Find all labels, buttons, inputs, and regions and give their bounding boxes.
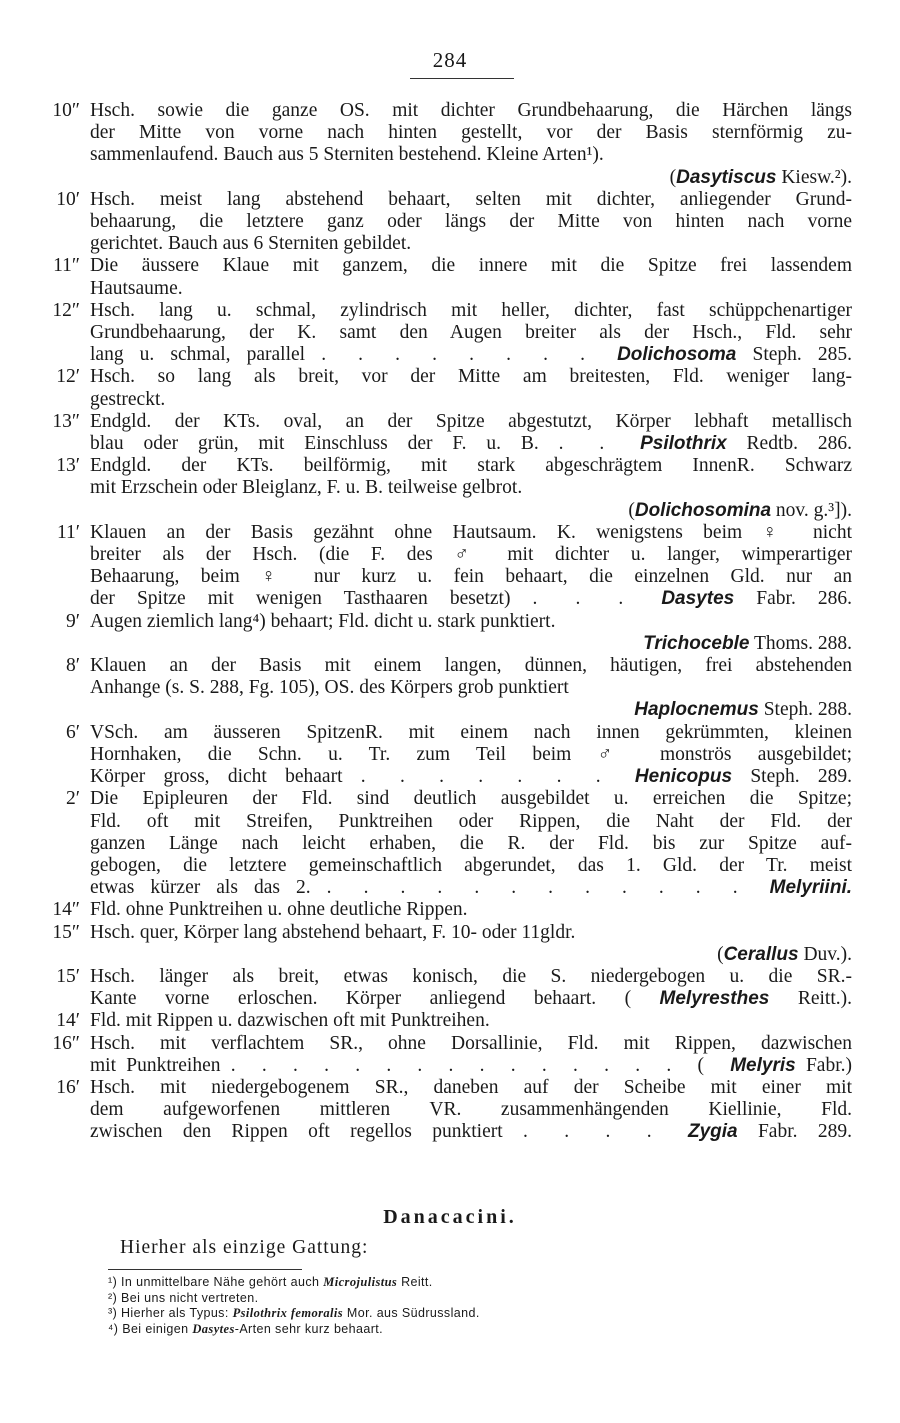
entry-text xyxy=(90,722,852,789)
couplet-marker: 12″ xyxy=(52,299,80,321)
key-entry xyxy=(0,966,900,1010)
key-entry xyxy=(0,300,900,367)
taxon-author: nov. g.³]). xyxy=(771,499,852,521)
line-text: Körper gross, dicht behaart xyxy=(90,766,361,788)
taxon-author: Fabr. 289. xyxy=(737,1121,852,1143)
entry-text xyxy=(90,411,852,455)
result-line xyxy=(90,944,852,966)
key-entry xyxy=(0,522,900,611)
line-text: lang u. schmal, parallel xyxy=(90,344,322,366)
text-line: gerichtet. Bauch aus 6 Sterniten gebildet. xyxy=(90,233,412,255)
leader-line xyxy=(90,877,852,899)
taxon-name: Dolichosoma xyxy=(617,344,737,366)
taxon-group xyxy=(730,1055,852,1076)
taxon-name: Melyresthes xyxy=(659,988,770,1010)
footnote-italic: Psilothrix femoralis xyxy=(232,1306,344,1320)
footnote-text: Bei uns nicht vertreten. xyxy=(121,1290,259,1305)
taxon-name: Dasytiscus xyxy=(676,166,777,188)
footnote-mark: ¹) xyxy=(108,1275,121,1289)
footnote-mark: ³) xyxy=(108,1306,121,1320)
text-line: Fld. mit Rippen u. dazwischen oft mit Punktreihen. xyxy=(90,1010,490,1032)
couplet-marker: 16′ xyxy=(56,1076,80,1098)
text-line: breiter als der Hsch. (die F. des ♂ mit dichter u. langer, wimperartiger xyxy=(90,544,852,566)
key-entry xyxy=(0,722,900,789)
text-line: Die äussere Klaue mit ganzem, die innere mit die Spitze frei lassendem xyxy=(90,255,852,277)
text-line: gebogen, die letztere gemeinschaftlich abgerundet, das 1. Gld. der Tr. meist xyxy=(90,854,852,876)
couplet-marker: 14″ xyxy=(52,899,80,921)
text-line: Behaarung, beim ♀ nur kurz u. fein behaart, die einzelnen Gld. nur an xyxy=(90,566,852,588)
section-heading: Danacacini. xyxy=(383,1206,517,1228)
taxon-name: Psilothrix xyxy=(640,433,727,455)
entry-text xyxy=(90,788,852,899)
key-entry xyxy=(0,788,900,899)
text-line: Hsch. quer, Körper lang abstehend behaart, F. 10- oder 11gldr. xyxy=(90,921,576,943)
text-line: Hautsaume. xyxy=(90,277,183,299)
entry-text xyxy=(90,455,852,522)
text-line: Hsch. länger als breit, etwas konisch, die S. niedergebogen u. die SR.- xyxy=(90,965,852,987)
taxon-name: Trichoceble xyxy=(643,632,750,654)
couplet-marker: 14′ xyxy=(56,1010,80,1032)
taxon-name: Haplocnemus xyxy=(634,699,759,721)
paren: ( xyxy=(628,499,635,521)
key-entry xyxy=(0,100,900,189)
dot-leader: . . xyxy=(558,433,641,455)
footnotes xyxy=(108,1275,480,1337)
key-entry xyxy=(0,922,900,966)
taxon-name: Melyris xyxy=(730,1054,796,1076)
entry-text xyxy=(90,522,852,611)
text-line: Klauen an der Basis mit einem langen, dünnen, häutigen, frei abstehenden xyxy=(90,655,852,677)
taxon-name: Melyriini. xyxy=(769,877,852,899)
footnote xyxy=(108,1291,480,1307)
couplet-marker: 12′ xyxy=(56,366,80,388)
text-line: Grundbehaarung, der K. samt den Augen breiter als der Hsch., Fld. sehr xyxy=(90,322,852,344)
footnote-text: Hierher als Typus: xyxy=(121,1306,233,1320)
entry-text xyxy=(90,100,852,189)
key-entry xyxy=(0,899,900,921)
entry-text xyxy=(90,366,852,410)
result-line xyxy=(90,633,852,655)
text-line: sammenlaufend. Bauch aus 5 Sterniten bestehend. Kleine Arten¹). xyxy=(90,144,604,166)
dot-leader: . . . . . . . . xyxy=(321,344,618,366)
couplet-marker: 15′ xyxy=(56,965,80,987)
text-line: Hsch. lang u. schmal, zylindrisch mit heller, dichter, fast schüppchenartiger xyxy=(90,299,852,321)
taxon-group xyxy=(617,344,852,365)
couplet-marker: 11′ xyxy=(56,521,80,543)
dot-leader: . . . . . . . . . . . . xyxy=(326,877,770,899)
key-entry xyxy=(0,1010,900,1032)
entry-text xyxy=(90,922,852,966)
dot-leader: . . . . xyxy=(523,1121,688,1143)
key-entry xyxy=(0,1077,900,1144)
entry-text xyxy=(90,655,852,722)
text-line: Hsch. mit niedergebogenem SR., daneben auf der Scheibe mit einer mit xyxy=(90,1076,852,1098)
text-line: Anhange (s. S. 288, Fg. 105), OS. des Körpers grob punktiert xyxy=(90,677,569,699)
text-line: Hornhaken, die Schn. u. Tr. zum Teil beim ♂ monströs ausgebildet; xyxy=(90,743,852,765)
text-line: Die Epipleuren der Fld. sind deutlich ausgebildet u. erreichen die Spitze; xyxy=(90,788,852,810)
couplet-marker: 15″ xyxy=(52,921,80,943)
taxon-group xyxy=(635,766,852,787)
taxon-author: Fabr.) xyxy=(795,1054,852,1076)
taxon-name: Dasytes xyxy=(661,588,735,610)
key-entry xyxy=(0,455,900,522)
couplet-marker: 11″ xyxy=(53,255,80,277)
taxon-group xyxy=(660,988,852,1009)
text-line: Fld. oft mit Streifen, Punktreihen oder Rippen, die Naht der Fld. der xyxy=(90,810,852,832)
taxon-author: Fabr. 286. xyxy=(734,588,853,610)
text-line: mit Erzschein oder Bleiglanz, F. u. B. teilweise gelbrot. xyxy=(90,477,523,499)
taxon-group xyxy=(770,877,852,898)
footnote xyxy=(108,1322,480,1338)
taxon-author: Steph. 285. xyxy=(736,344,853,366)
taxon-name: Dolichosomina xyxy=(634,499,772,521)
text-line: Endgld. der KTs. beilförmig, mit stark abgeschrägtem InnenR. Schwarz xyxy=(90,455,852,477)
dot-leader: . . . xyxy=(532,588,662,610)
footnote-rule xyxy=(108,1269,302,1270)
text-line: dem aufgeworfenen mittleren VR. zusammenhängenden Kiellinie, Fld. xyxy=(90,1099,852,1121)
couplet-marker: 13″ xyxy=(52,410,80,432)
text-line: Augen ziemlich lang⁴) behaart; Fld. dicht u. stark punktiert. xyxy=(90,610,556,632)
taxon-group xyxy=(661,588,852,609)
taxon-group xyxy=(640,433,852,454)
footnote xyxy=(108,1306,480,1322)
text-line: Hsch. so lang als breit, vor der Mitte am breitesten, Fld. weniger lang- xyxy=(90,366,852,388)
key-entry xyxy=(0,1033,900,1077)
text-line: Endgld. der KTs. oval, an der Spitze abgestutzt, Körper lebhaft metallisch xyxy=(90,410,852,432)
entry-text xyxy=(90,189,852,256)
text-line: der Mitte von vorne nach hinten gestellt, vor der Basis sternförmig zu- xyxy=(90,122,852,144)
key-entry xyxy=(0,189,900,256)
text-line: Klauen an der Basis gezähnt ohne Hautsaum. K. wenigstens beim ♀ nicht xyxy=(90,521,852,543)
text-line: VSch. am äusseren SpitzenR. mit einem nach innen gekrümmten, kleinen xyxy=(90,721,852,743)
result-line xyxy=(90,500,852,522)
entry-text xyxy=(90,899,852,921)
couplet-marker: 9′ xyxy=(65,610,80,632)
dot-leader: . . . . . . . xyxy=(360,766,635,788)
couplet-marker: 13′ xyxy=(56,455,80,477)
taxon-author: Thoms. 288. xyxy=(749,632,852,654)
text-line: Fld. ohne Punktreihen u. ohne deutliche Rippen. xyxy=(90,899,468,921)
taxon-name: Zygia xyxy=(687,1121,738,1143)
taxon-author: Steph. 289. xyxy=(732,766,853,788)
footnote-text: -Arten sehr kurz behaart. xyxy=(234,1321,384,1336)
couplet-marker: 10′ xyxy=(56,188,80,210)
taxon-author: Redtb. 286. xyxy=(726,433,852,455)
leader-line xyxy=(90,588,852,610)
couplet-marker: 2′ xyxy=(65,788,80,810)
key-entry xyxy=(0,255,900,299)
line-text: mit Punktreihen xyxy=(90,1054,231,1076)
taxon-name: Henicopus xyxy=(634,766,733,788)
text-line: gestreckt. xyxy=(90,388,166,410)
footnote-text: Bei einigen xyxy=(122,1321,193,1336)
key-entry xyxy=(0,411,900,455)
taxon-group xyxy=(688,1121,852,1142)
key-entry xyxy=(0,611,900,655)
footnote-italic: Microjulistus xyxy=(323,1275,398,1289)
key-entry xyxy=(0,655,900,722)
footnote-text: Reitt. xyxy=(397,1275,433,1289)
text-line: Hsch. sowie die ganze OS. mit dichter Grundbehaarung, die Härchen längs xyxy=(90,100,852,121)
line-text: etwas kürzer als das 2. xyxy=(90,877,327,899)
leader-line xyxy=(90,766,852,788)
line-text: der Spitze mit wenigen Tasthaaren besetzt) xyxy=(90,588,533,610)
couplet-marker: 10″ xyxy=(52,100,80,121)
footnote-mark: ²) xyxy=(108,1290,121,1305)
entry-text xyxy=(90,611,852,655)
footnote-italic: Dasytes xyxy=(192,1321,235,1336)
text-line: behaarung, die letztere ganz oder längs der Mitte von hinten nach vorne xyxy=(90,211,852,233)
paren: ( xyxy=(669,166,677,188)
key-entry xyxy=(0,366,900,410)
taxon-author: Steph. 288. xyxy=(758,699,852,721)
entry-text xyxy=(90,966,852,1010)
entry-text xyxy=(90,1010,852,1032)
line-text: Kante vorne erloschen. Körper anliegend behaart. ( xyxy=(90,988,660,1010)
line-text: blau oder grün, mit Einschluss der F. u. B. xyxy=(90,433,559,455)
couplet-marker: 6′ xyxy=(65,721,80,743)
line-text: zwischen den Rippen oft regellos punktiert xyxy=(90,1121,524,1143)
page-number: 284 xyxy=(432,48,468,72)
entry-text xyxy=(90,1033,852,1077)
leader-line xyxy=(90,344,852,366)
taxon-author: Duv.). xyxy=(798,943,852,965)
couplet-marker: 8′ xyxy=(65,655,80,677)
result-line xyxy=(90,167,852,189)
text-line: Hsch. mit verflachtem SR., ohne Dorsallinie, Fld. mit Rippen, dazwischen xyxy=(90,1032,852,1054)
text-line: ganzen Länge nach leicht erhaben, die R. der Fld. bis zur Spitze auf- xyxy=(90,832,852,854)
hierher-text: Hierher als einzige Gattung: xyxy=(120,1237,369,1258)
footnote xyxy=(108,1275,480,1291)
text-line: Hsch. meist lang abstehend behaart, selten mit dichter, anliegender Grund- xyxy=(90,188,852,210)
taxon-author: Reitt.). xyxy=(769,988,852,1010)
leader-line xyxy=(90,988,852,1010)
page-number-rule xyxy=(410,78,514,79)
footnote-text: In unmittelbare Nähe gehört auch xyxy=(121,1275,324,1289)
result-line xyxy=(90,699,852,721)
couplet-marker: 16″ xyxy=(52,1032,80,1054)
paren: ( xyxy=(717,943,724,965)
entry-text xyxy=(90,300,852,367)
taxon-author: Kiesw.²). xyxy=(776,166,852,188)
entry-text xyxy=(90,1077,852,1144)
leader-line xyxy=(90,1121,852,1143)
leader-line xyxy=(90,1055,852,1077)
dot-leader: . . . . . . . . . . . . . . . ( xyxy=(230,1054,731,1076)
taxon-name: Cerallus xyxy=(723,943,799,965)
entry-text xyxy=(90,255,852,299)
key-entries xyxy=(0,100,900,1144)
footnote-text: Mor. aus Südrussland. xyxy=(343,1306,480,1320)
footnote-mark: ⁴) xyxy=(108,1321,123,1336)
leader-line xyxy=(90,433,852,455)
